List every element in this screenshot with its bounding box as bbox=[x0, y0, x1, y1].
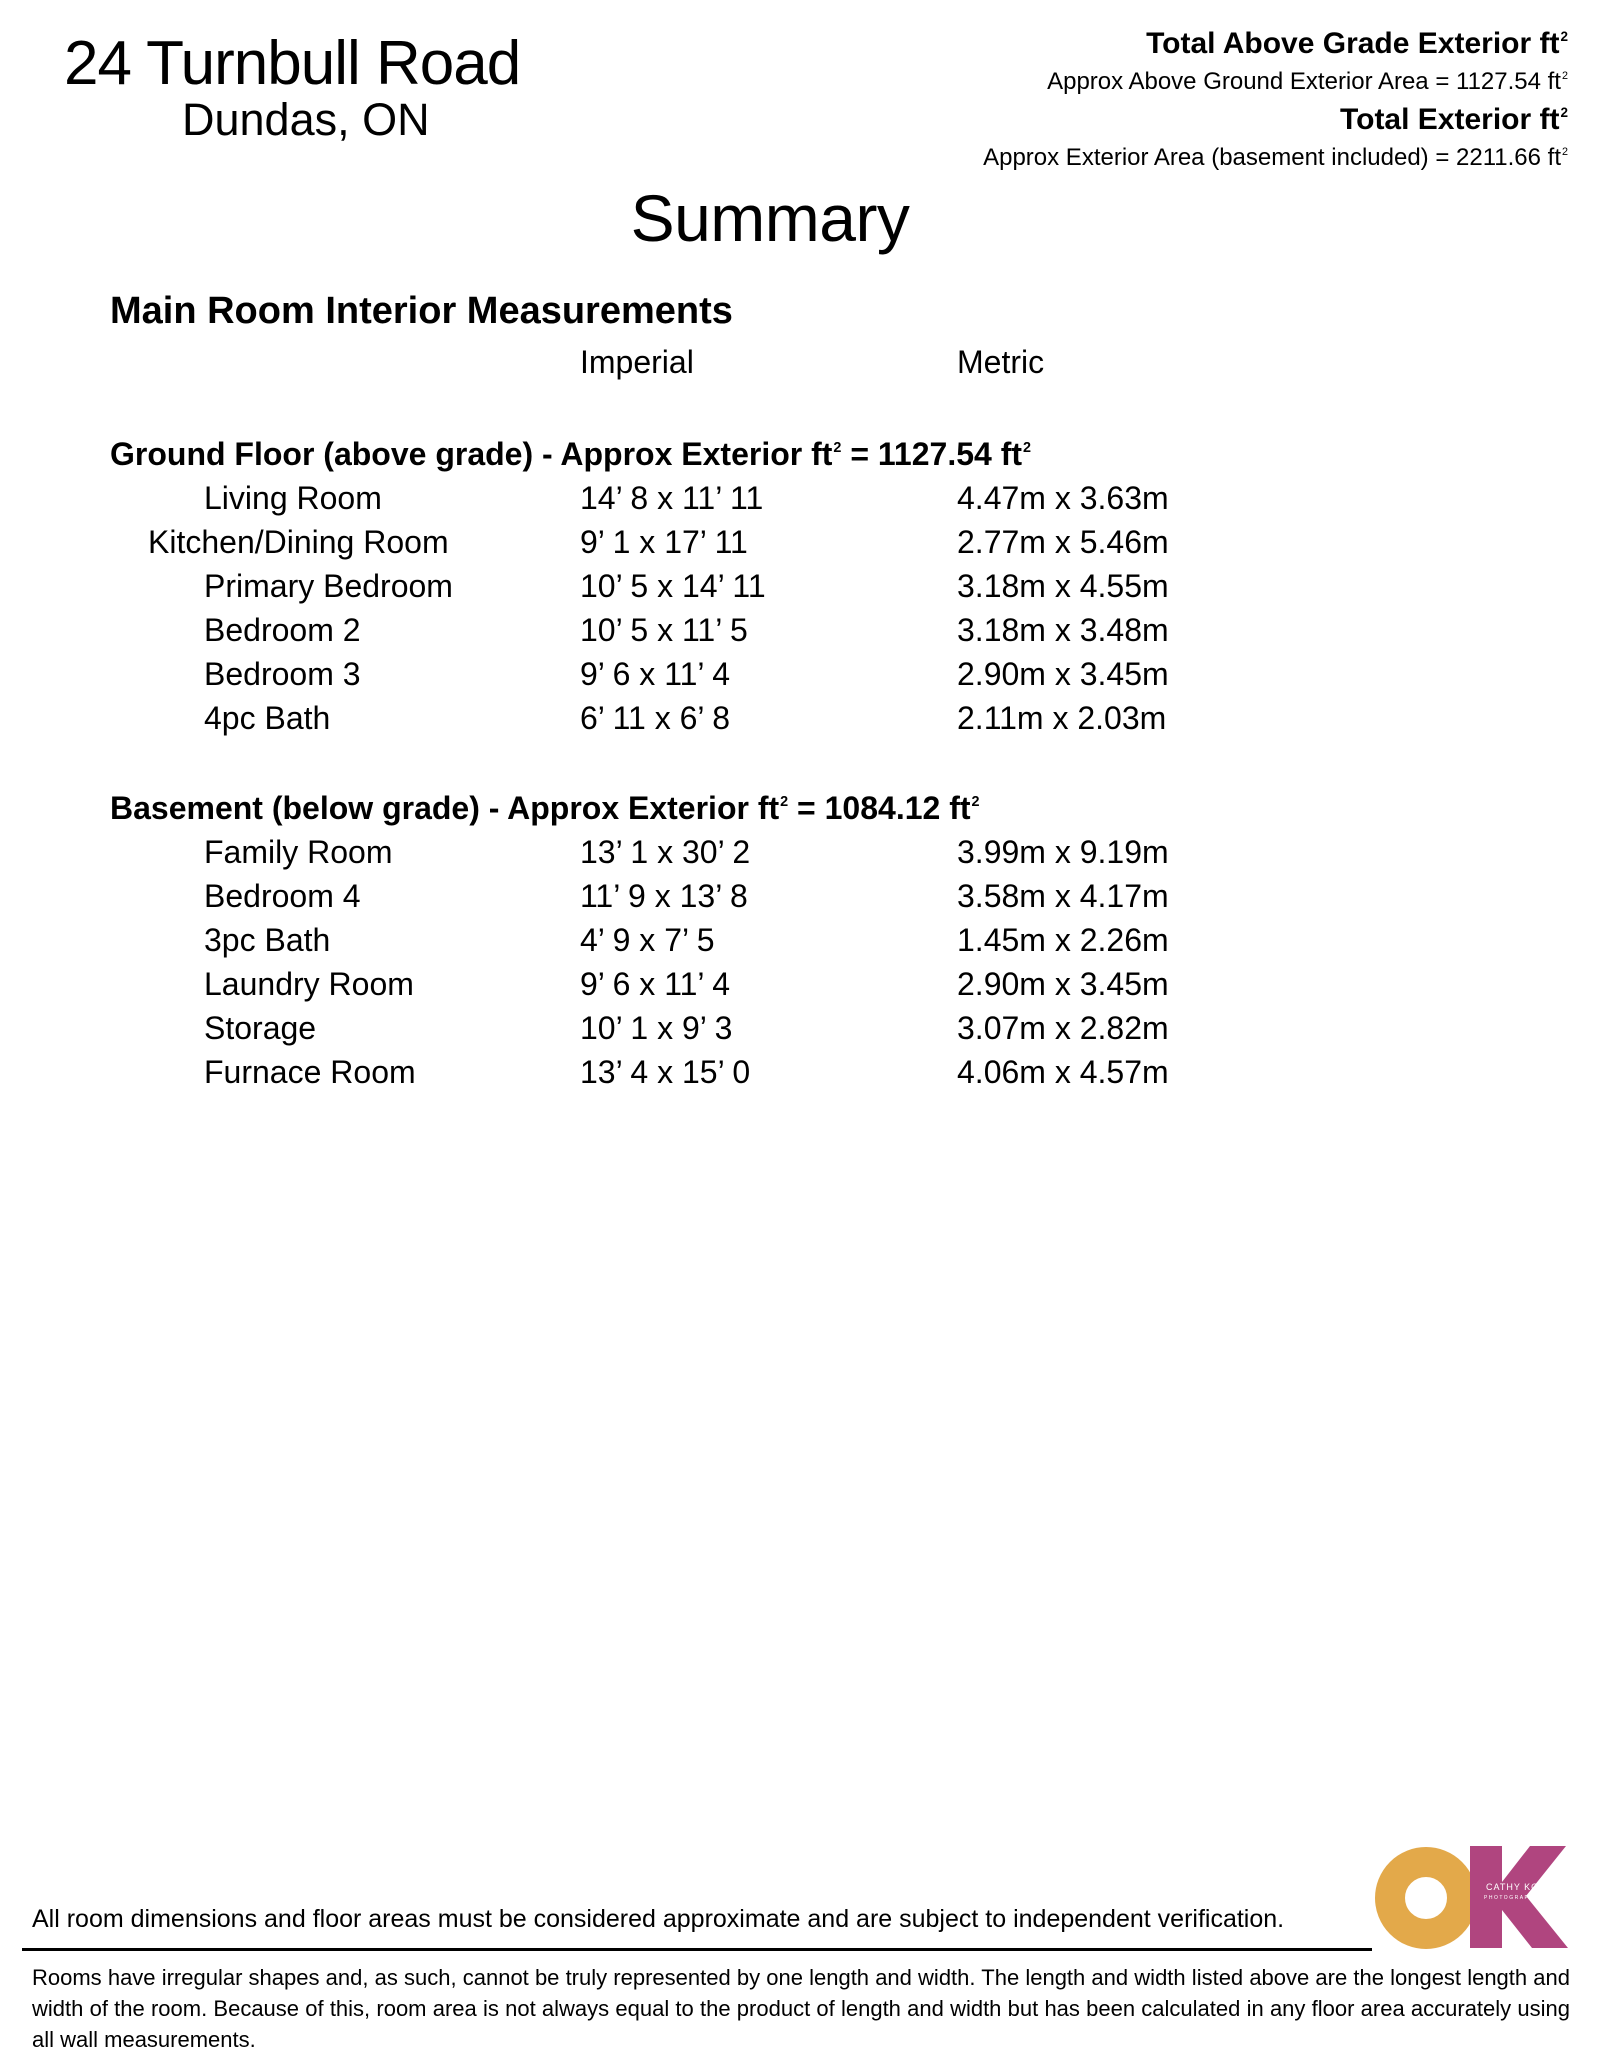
room-imperial: 10’ 1 x 9’ 3 bbox=[580, 1010, 733, 1046]
property-city: Dundas, ON bbox=[182, 94, 430, 145]
room-metric: 4.47m x 3.63m bbox=[957, 480, 1169, 516]
room-imperial: 4’ 9 x 7’ 5 bbox=[580, 922, 715, 958]
room-imperial: 9’ 1 x 17’ 11 bbox=[580, 524, 748, 560]
room-name: Kitchen/Dining Room bbox=[148, 524, 449, 560]
column-header-imperial: Imperial bbox=[580, 344, 694, 380]
logo-sub-text: PHOTOGRAPHY bbox=[1484, 1895, 1540, 1901]
room-imperial: 10’ 5 x 11’ 5 bbox=[580, 612, 748, 648]
room-imperial: 9’ 6 x 11’ 4 bbox=[580, 966, 731, 1002]
room-name: 3pc Bath bbox=[204, 922, 331, 958]
room-name: Bedroom 4 bbox=[204, 878, 361, 914]
table-row bbox=[0, 1054, 1600, 1098]
room-metric: 3.99m x 9.19m bbox=[957, 834, 1169, 870]
room-imperial: 13’ 1 x 30’ 2 bbox=[580, 834, 751, 870]
table-row bbox=[0, 700, 1600, 744]
page-title: Summary bbox=[630, 181, 910, 255]
floor-heading-ground: Ground Floor (above grade) - Approx Exterior $ft^2 = 1127.54$ $ft^2$ bbox=[110, 436, 1032, 472]
room-metric: 3.18m x 4.55m bbox=[957, 568, 1169, 604]
logo-brand-text: CATHY KOOP bbox=[1486, 1882, 1555, 1892]
room-metric: 2.77m x 5.46m bbox=[957, 524, 1169, 560]
total-exterior-line: Approx Exterior Area (basement included) = 2211.66 $ft^2$ bbox=[983, 144, 1568, 171]
room-name: 4pc Bath bbox=[204, 700, 331, 736]
room-imperial: 13’ 4 x 15’ 0 bbox=[580, 1054, 751, 1090]
room-metric: 3.07m x 2.82m bbox=[957, 1010, 1169, 1046]
divider bbox=[22, 1948, 1372, 1951]
table-row bbox=[0, 1010, 1600, 1054]
room-name: Bedroom 2 bbox=[204, 612, 361, 648]
table-row bbox=[0, 524, 1600, 568]
floor-heading-basement: Basement (below grade) - Approx Exterior $ft^2 = 1084.12$ $ft^2$ bbox=[110, 790, 980, 826]
above-grade-total-title: Total Above Grade Exterior $ft^2$ bbox=[1146, 27, 1568, 60]
total-exterior-title: Total Exterior $ft^2$ bbox=[1340, 103, 1568, 136]
table-row bbox=[0, 966, 1600, 1010]
room-imperial: 9’ 6 x 11’ 4 bbox=[580, 656, 731, 692]
above-grade-total-line: Approx Above Ground Exterior Area = 1127.54 $ft^2$ bbox=[1047, 68, 1568, 95]
room-name: Laundry Room bbox=[204, 966, 414, 1002]
section-heading: Main Room Interior Measurements bbox=[110, 290, 733, 332]
room-imperial: 14’ 8 x 11’ 11 bbox=[580, 480, 764, 516]
column-header-metric: Metric bbox=[957, 344, 1045, 380]
table-row bbox=[0, 612, 1600, 656]
table-row bbox=[0, 878, 1600, 922]
room-name: Furnace Room bbox=[204, 1054, 416, 1090]
room-metric: 3.58m x 4.17m bbox=[957, 878, 1169, 914]
room-metric: 1.45m x 2.26m bbox=[957, 922, 1169, 958]
table-row bbox=[0, 480, 1600, 524]
room-name: Living Room bbox=[204, 480, 382, 516]
logo-letter-o bbox=[1390, 1862, 1462, 1934]
room-metric: 2.90m x 3.45m bbox=[957, 966, 1169, 1002]
table-row bbox=[0, 834, 1600, 878]
disclaimer-approximate: All room dimensions and floor areas must be considered approximate and are subject to independent verification. bbox=[32, 1905, 1285, 1933]
room-imperial: 11’ 9 x 13’ 8 bbox=[580, 878, 748, 914]
room-metric: 2.90m x 3.45m bbox=[957, 656, 1169, 692]
room-metric: 4.06m x 4.57m bbox=[957, 1054, 1169, 1090]
disclaimer-irregular-shapes: Rooms have irregular shapes and, as such, cannot be truly represented by one length and width. The length and width listed above are the longest length and width of the room. Because of this, room area is not always equal to the product of length and width but has been calculated in any floor area accurately using all wall measurements. bbox=[32, 1965, 1570, 2052]
table-row bbox=[0, 568, 1600, 612]
room-imperial: 6’ 11 x 6’ 8 bbox=[580, 700, 731, 736]
room-name: Primary Bedroom bbox=[204, 568, 453, 604]
room-name: Bedroom 3 bbox=[204, 656, 361, 692]
property-street-address: 24 Turnbull Road bbox=[64, 29, 521, 98]
table-row bbox=[0, 656, 1600, 700]
room-imperial: 10’ 5 x 14’ 11 bbox=[580, 568, 766, 604]
totals-block bbox=[983, 24, 1568, 176]
room-name: Family Room bbox=[204, 834, 393, 870]
cathy-koop-logo bbox=[1370, 1838, 1570, 1950]
room-metric: 2.11m x 2.03m bbox=[957, 700, 1167, 736]
room-name: Storage bbox=[204, 1010, 317, 1046]
table-row bbox=[0, 922, 1600, 966]
room-metric: 3.18m x 3.48m bbox=[957, 612, 1169, 648]
